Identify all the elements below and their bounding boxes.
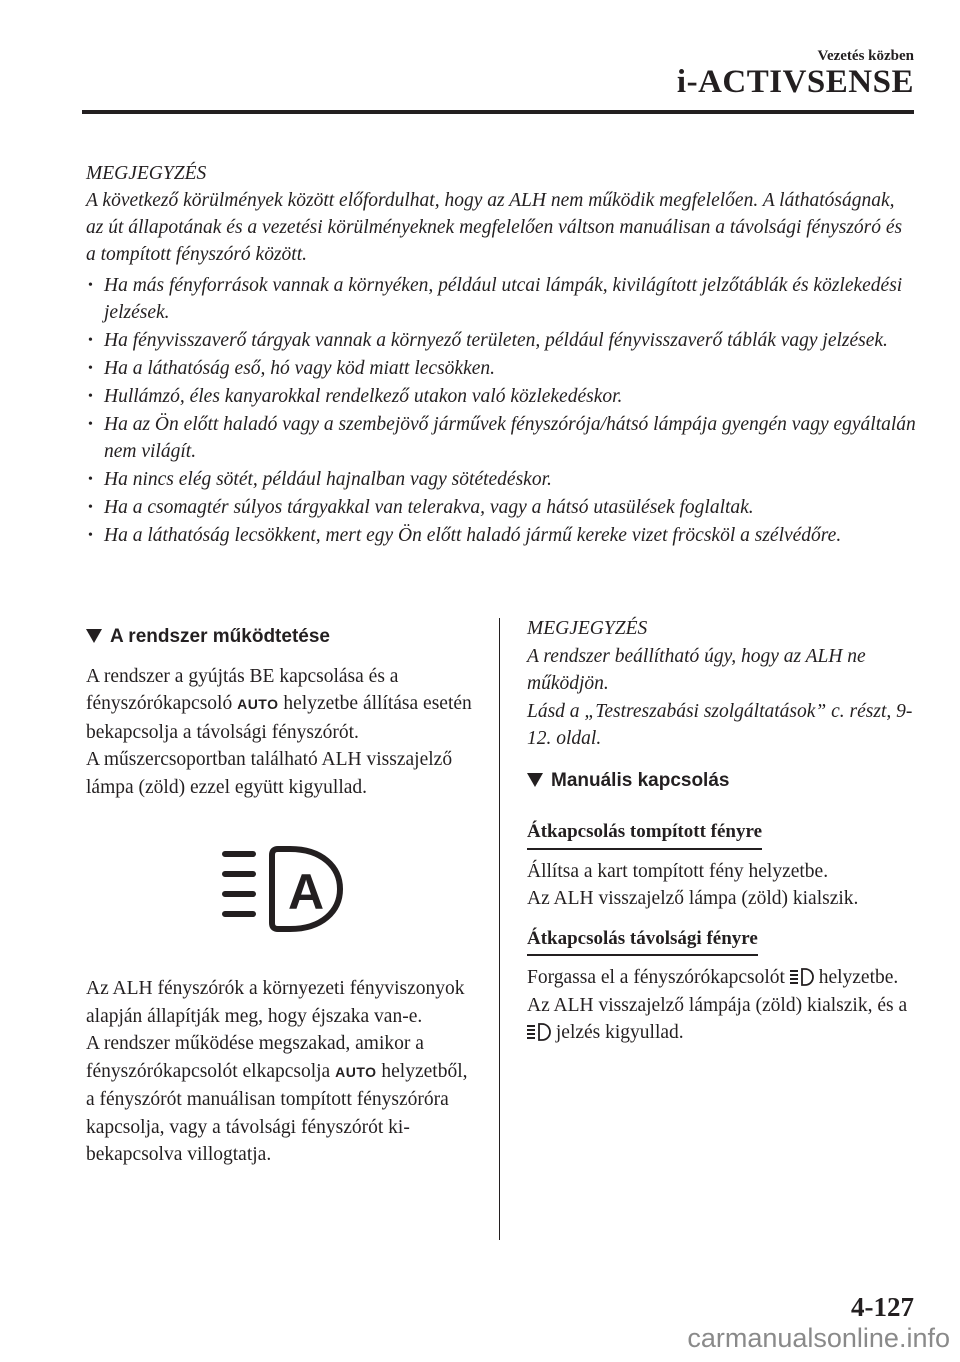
text-run: helyzetből, a fényszórót manuálisan tompított fényszóróra kapcsolja, vagy a távolsági fényszórót ki-bekapcsolva villogtatja. bbox=[86, 1060, 468, 1165]
note-title: MEGJEGYZÉS bbox=[86, 163, 207, 184]
text-run: jelzés kigyullad. bbox=[551, 1022, 684, 1043]
auto-switch-icon: AUTO bbox=[335, 1063, 377, 1080]
section-heading-operation bbox=[86, 623, 476, 651]
paragraph-indicator: A műszercsoportban található ALH visszajelző lámpa (zöld) ezzel együtt kigyullad. bbox=[86, 749, 453, 798]
paragraph-high-beam-2 bbox=[527, 992, 927, 1047]
note-line: Lásd a „Testreszabási szolgáltatások” c. részt, 9-12. oldal. bbox=[527, 700, 913, 749]
paragraph-ambient: Az ALH fényszórók a környezeti fényviszonyok alapján állapítják meg, hogy éjszaka van-e. bbox=[86, 978, 465, 1027]
alh-icon-letter: A bbox=[287, 864, 325, 920]
subheading-low-beam: Átkapcsolás tompított fényre bbox=[527, 818, 762, 850]
text-run: A rendszer működése megszakad, amikor a fényszórókapcsolót elkapcsolja bbox=[86, 1033, 424, 1082]
left-column bbox=[86, 615, 476, 1169]
page-number: 4-127 bbox=[851, 1292, 914, 1322]
high-beam-icon bbox=[790, 968, 814, 986]
note-bullet: • Ha nincs elég sötét, például hajnalban vagy sötétedéskor. bbox=[86, 466, 916, 493]
note-title: MEGJEGYZÉS bbox=[527, 618, 648, 639]
note-bullet: • Ha más fényforrások vannak a környéken, például utcai lámpák, kivilágított jelzőtáblák és közlekedési jelzések. bbox=[86, 272, 916, 326]
watermark: carmanualsonline.info bbox=[687, 1323, 950, 1353]
running-header-section: Vezetés közben bbox=[817, 48, 914, 64]
right-column bbox=[527, 615, 927, 1047]
note-line: A rendszer beállítható úgy, hogy az ALH ne működjön. bbox=[527, 645, 866, 694]
text-run: Az ALH visszajelző lámpája (zöld) kialszik, és a bbox=[527, 994, 908, 1016]
top-note bbox=[86, 160, 916, 550]
high-beam-icon bbox=[527, 1023, 551, 1041]
paragraph-high-beam-1 bbox=[527, 964, 927, 992]
section-heading-text: A rendszer működtetése bbox=[110, 626, 330, 647]
right-note bbox=[527, 615, 927, 753]
note-intro: A következő körülmények között előfordulhat, hogy az ALH nem működik megfelelően. A láthatóságnak, az út állapotának és a vezetési körülményeknek megfelelően váltson manuálisan a távolsági fényszóró és a tompított fényszóró között. bbox=[86, 190, 903, 265]
text-run: helyzetbe állítása esetén bekapcsolja a távolsági fényszórót. bbox=[86, 693, 472, 743]
triangle-marker-icon bbox=[86, 629, 102, 643]
alh-indicator-icon bbox=[220, 843, 344, 935]
subheading-high-beam: Átkapcsolás távolsági fényre bbox=[527, 925, 758, 957]
note-bullet-list bbox=[86, 272, 916, 549]
triangle-marker-icon bbox=[527, 773, 543, 787]
running-header-chapter: i-ACTIVSENSE bbox=[676, 64, 914, 100]
column-divider bbox=[499, 618, 500, 1240]
auto-switch-icon: AUTO bbox=[237, 696, 279, 712]
note-bullet: • Ha a láthatóság lecsökkent, mert egy Ön előtt haladó jármű kereke vizet fröcsköl a szélvédőre. bbox=[86, 522, 916, 549]
note-bullet: • Ha az Ön előtt haladó vagy a szembejövő járművek fényszórója/hátsó lámpája gyengén vagy egyáltalán nem világít. bbox=[86, 411, 916, 465]
note-bullet: • Ha fényvisszaverő tárgyak vannak a környező területen, például fényvisszaverő táblák vagy jelzések. bbox=[86, 327, 916, 354]
note-bullet: • Ha a láthatóság eső, hó vagy köd miatt lecsökken. bbox=[86, 355, 916, 382]
paragraph-cancel bbox=[86, 1030, 476, 1169]
text-run: helyzetbe. bbox=[813, 967, 899, 988]
paragraph-low-beam-1: Állítsa a kart tompított fény helyzetbe. bbox=[527, 860, 829, 882]
section-heading-text: Manuális kapcsolás bbox=[551, 769, 730, 791]
note-bullet: • Ha a csomagtér súlyos tárgyakkal van telerakva, vagy a hátsó utasülések foglaltak. bbox=[86, 494, 916, 521]
section-heading-manual bbox=[527, 767, 927, 795]
header-rule bbox=[82, 110, 914, 114]
text-run: A rendszer a gyújtás BE kapcsolása és a fényszórókapcsoló bbox=[86, 665, 399, 714]
paragraph-activation bbox=[86, 663, 476, 747]
text-run: Forgassa el a fényszórókapcsolót bbox=[527, 967, 790, 988]
paragraph-low-beam-2: Az ALH visszajelző lámpa (zöld) kialszik. bbox=[527, 888, 859, 909]
note-bullet: • Hullámzó, éles kanyarokkal rendelkező utakon való közlekedéskor. bbox=[86, 383, 916, 410]
